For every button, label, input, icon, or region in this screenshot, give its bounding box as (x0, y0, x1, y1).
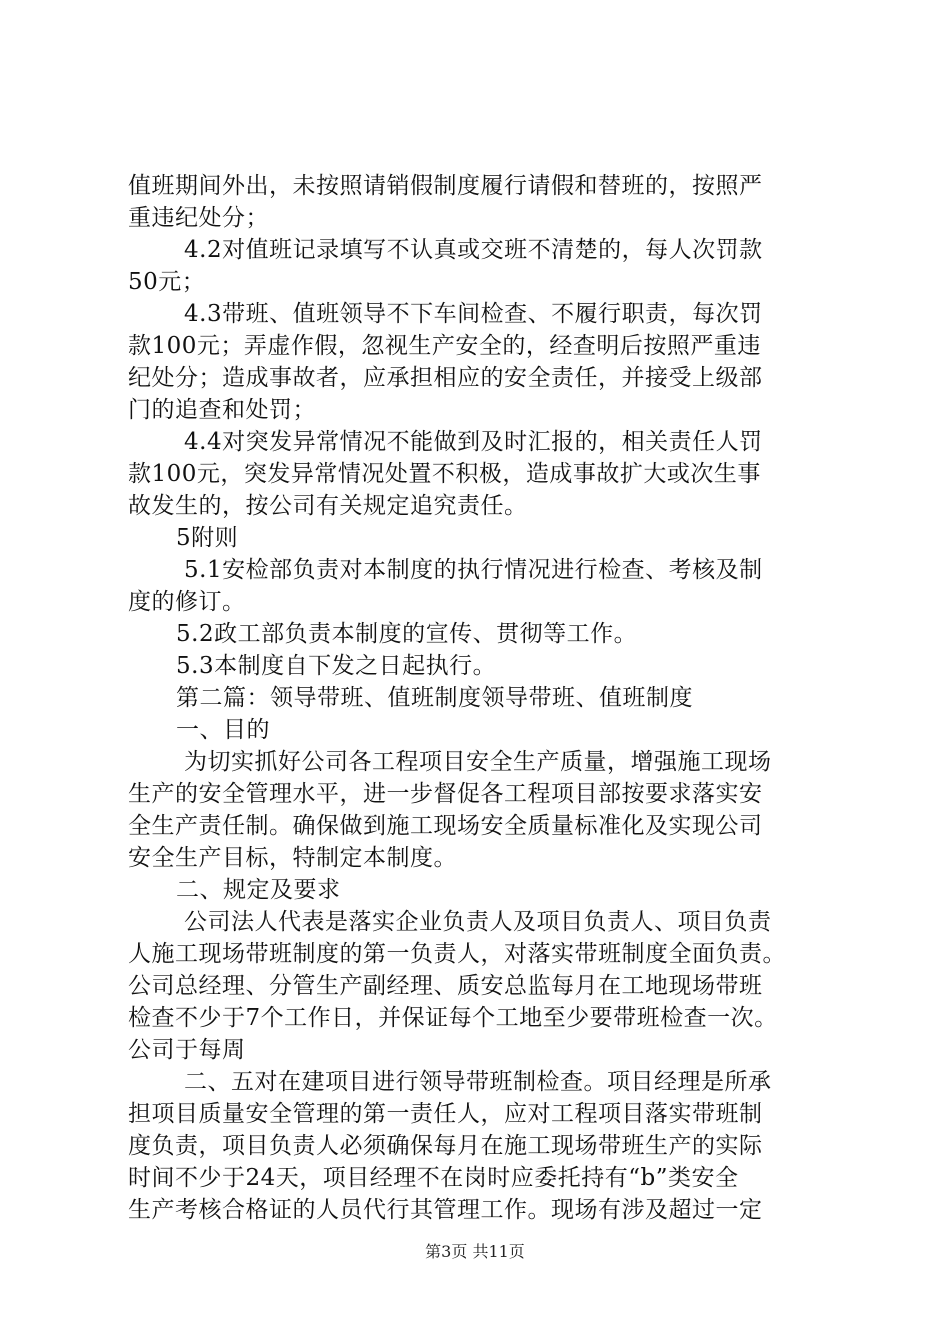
text-line: 值班期间外出，未按照请销假制度履行请假和替班的，按照严 (128, 173, 763, 199)
text-line: 款100元；弄虚作假，忽视生产安全的，经查明后按照严重违 (128, 333, 761, 359)
text-line: 生产的安全管理水平，进一步督促各工程项目部按要求落实安 (128, 781, 763, 807)
text-line: 时间不少于24天，项目经理不在岗时应委托持有“b”类安全 (128, 1165, 739, 1191)
text-line: 度的修订。 (128, 589, 246, 615)
text-line: 4.2对值班记录填写不认真或交班不清楚的，每人次罚款 (184, 237, 763, 263)
section-heading: 5附则 (176, 525, 239, 551)
text-line: 故发生的，按公司有关规定追究责任。 (128, 493, 528, 519)
text-line: 安全生产目标，特制定本制度。 (128, 845, 457, 871)
text-line: 检查不少于7个工作日，并保证每个工地至少要带班检查一次。 (128, 1005, 778, 1031)
text-line: 5.2政工部负责本制度的宣传、贯彻等工作。 (176, 621, 638, 647)
text-line: 二、五对在建项目进行领导带班制检查。项目经理是所承 (184, 1069, 772, 1095)
text-line: 4.4对突发异常情况不能做到及时汇报的，相关责任人罚 (184, 429, 763, 455)
text-line: 生产考核合格证的人员代行其管理工作。现场有涉及超过一定 (128, 1197, 763, 1223)
section-heading: 二、规定及要求 (176, 877, 341, 903)
text-line: 全生产责任制。确保做到施工现场安全质量标准化及实现公司 (128, 813, 763, 839)
text-line: 重违纪处分； (128, 205, 269, 231)
text-line: 度负责，项目负责人必须确保每月在施工现场带班生产的实际 (128, 1133, 763, 1159)
text-line: 公司法人代表是落实企业负责人及项目负责人、项目负责 (184, 909, 772, 935)
page-number: 第3页 共11页 (425, 1242, 525, 1261)
text-line: 为切实抓好公司各工程项目安全生产质量，增强施工现场 (184, 749, 772, 775)
text-line: 公司总经理、分管生产副经理、质安总监每月在工地现场带班 (128, 973, 763, 999)
text-line: 门的追查和处罚； (128, 397, 316, 423)
section-heading: 一、目的 (176, 717, 270, 743)
text-line: 5.1安检部负责对本制度的执行情况进行检查、考核及制 (184, 557, 763, 583)
text-line: 人施工现场带班制度的第一负责人，对落实带班制度全面负责。 (128, 941, 786, 967)
text-line: 纪处分；造成事故者，应承担相应的安全责任，并接受上级部 (128, 365, 763, 391)
text-line: 款100元，突发异常情况处置不积极，造成事故扩大或次生事 (128, 461, 761, 487)
text-line: 公司于每周 (128, 1037, 246, 1063)
text-line: 5.3本制度自下发之日起执行。 (176, 653, 497, 679)
text-line: 担项目质量安全管理的第一责任人，应对工程项目落实带班制 (128, 1101, 763, 1127)
text-line: 50元； (128, 269, 206, 295)
chapter-heading: 第二篇：领导带班、值班制度领导带班、值班制度 (176, 685, 693, 711)
document-body (128, 170, 838, 1226)
text-line: 4.3带班、值班领导不下车间检查、不履行职责，每次罚 (184, 301, 763, 327)
